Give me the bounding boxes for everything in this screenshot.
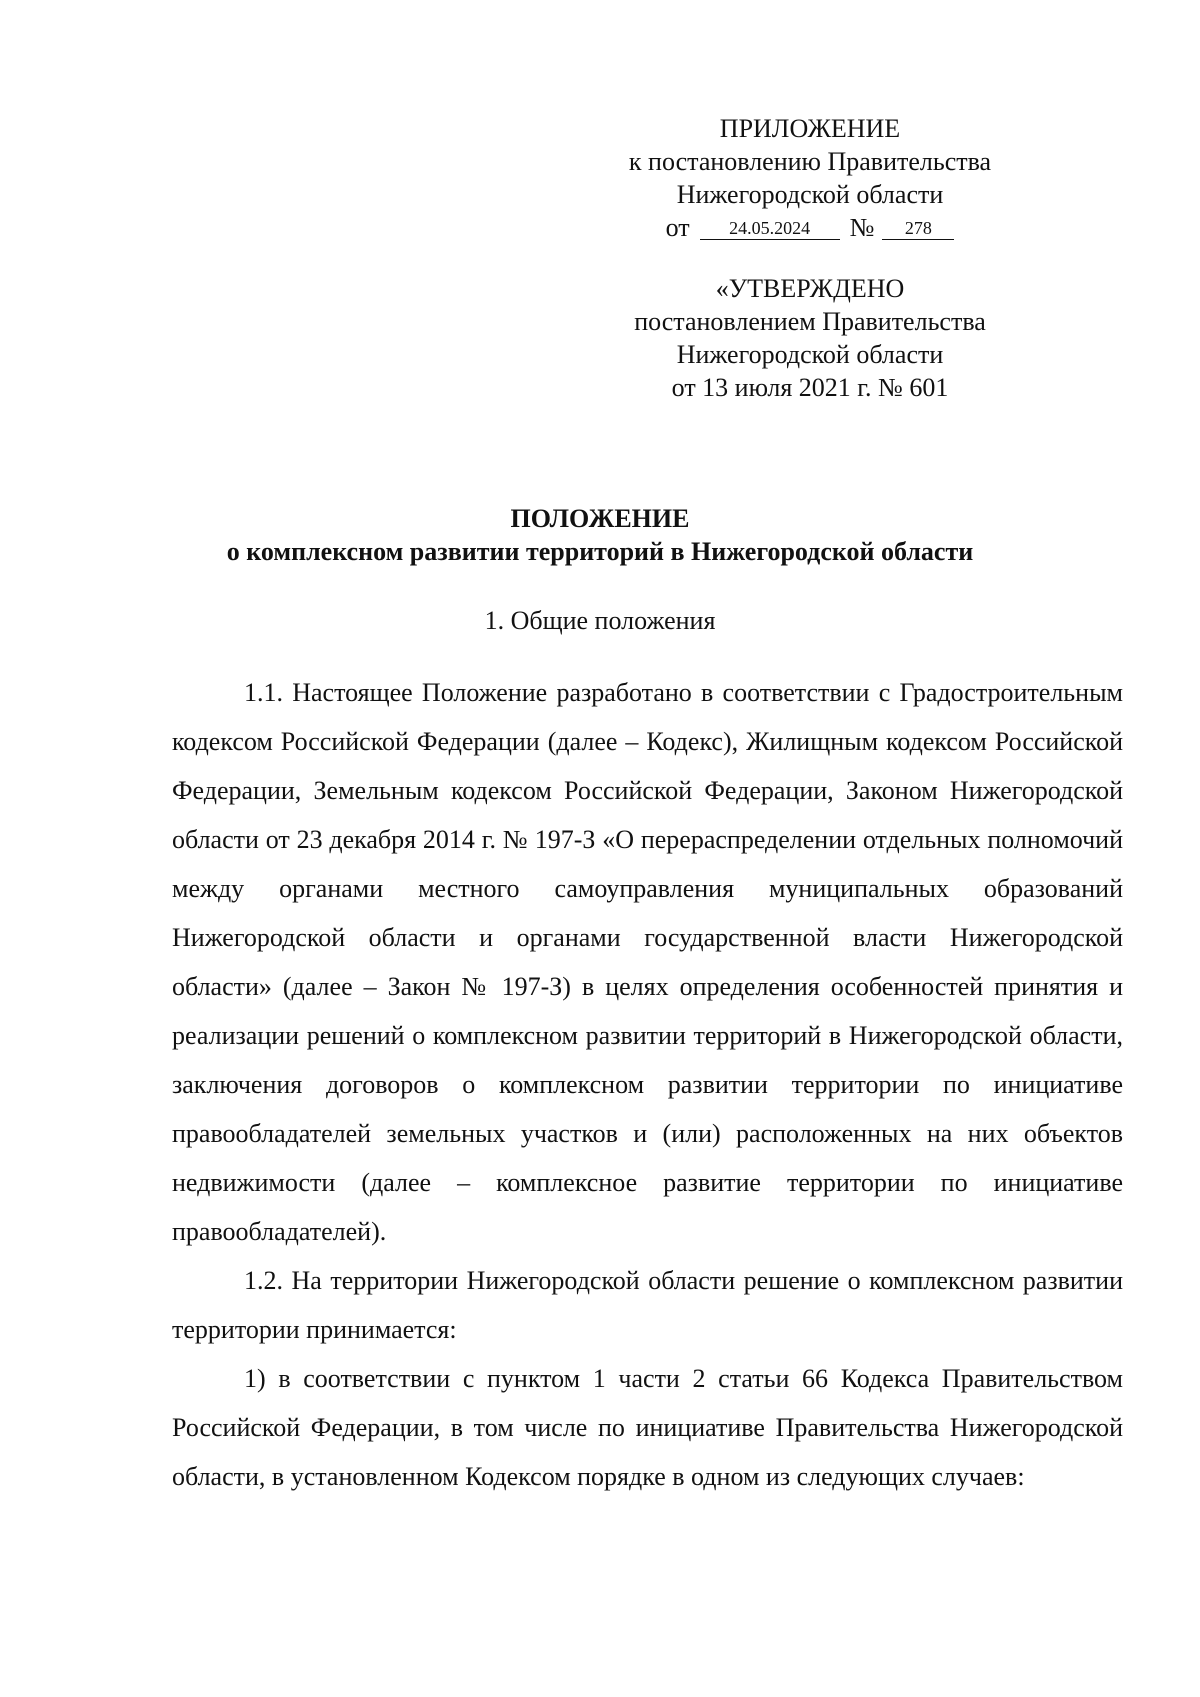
document-title — [0, 502, 1200, 568]
paragraph-1-2: 1.2. На территории Нижегородской области решение о комплексном развитии территории принимается: — [172, 1266, 1123, 1344]
document-title-subtitle: о комплексном развитии территорий в Нижегородской области — [226, 537, 974, 566]
paragraph-1-1: 1.1. Настоящее Положение разработано в соответствии с Градостроительным кодексом Российской Федерации (далее – Кодекс), Жилищным кодексом Российской Федерации, Земельным кодексом Российской Федерации, Законом Нижегородской области от 23 декабря 2014 г. № 197-З «О перераспределении отдельных полномочий между органами местного самоуправления муниципальных образований Нижегородской области и органами государственной власти Нижегородской области» (далее – Закон № 197-З) в целях определения особенностей принятия и реализации решений о комплексном развитии территорий в Нижегородской области, заключения договоров о комплексном развитии территории по инициативе правообладателей земельных участков и (или) расположенных на них объектов недвижимости (далее – комплексное развитие территории по инициативе правообладателей). — [172, 678, 1123, 1246]
approved-line-4: от 13 июля 2021 г. № 601 — [671, 373, 949, 402]
annex-line-2: Нижегородской области — [676, 180, 944, 209]
annex-header — [600, 112, 1020, 244]
approved-line-1: «УТВЕРЖДЕНО — [715, 274, 905, 303]
document-title-main: ПОЛОЖЕНИЕ — [510, 504, 690, 533]
annex-line-1: к постановлению Правительства — [628, 147, 992, 176]
document-body — [172, 668, 1123, 1501]
approved-block — [600, 272, 1020, 404]
approved-line-2: постановлением Правительства — [634, 307, 986, 336]
annex-date-field: 24.05.2024 — [700, 217, 840, 240]
paragraph-1-2-item-1: 1) в соответствии с пунктом 1 части 2 статьи 66 Кодекса Правительством Российской Федерации, в том числе по инициативе Правительства Нижегородской области, в установленном Кодексом порядке в одном из следующих случаев: — [172, 1364, 1123, 1491]
annex-from-label: от — [665, 213, 690, 242]
annex-title: ПРИЛОЖЕНИЕ — [719, 114, 901, 143]
annex-number-sign: № — [849, 213, 875, 242]
approved-line-3: Нижегородской области — [676, 340, 944, 369]
annex-registration — [600, 211, 1020, 244]
section-heading: 1. Общие положения — [484, 606, 716, 635]
annex-number-field: 278 — [882, 217, 954, 240]
